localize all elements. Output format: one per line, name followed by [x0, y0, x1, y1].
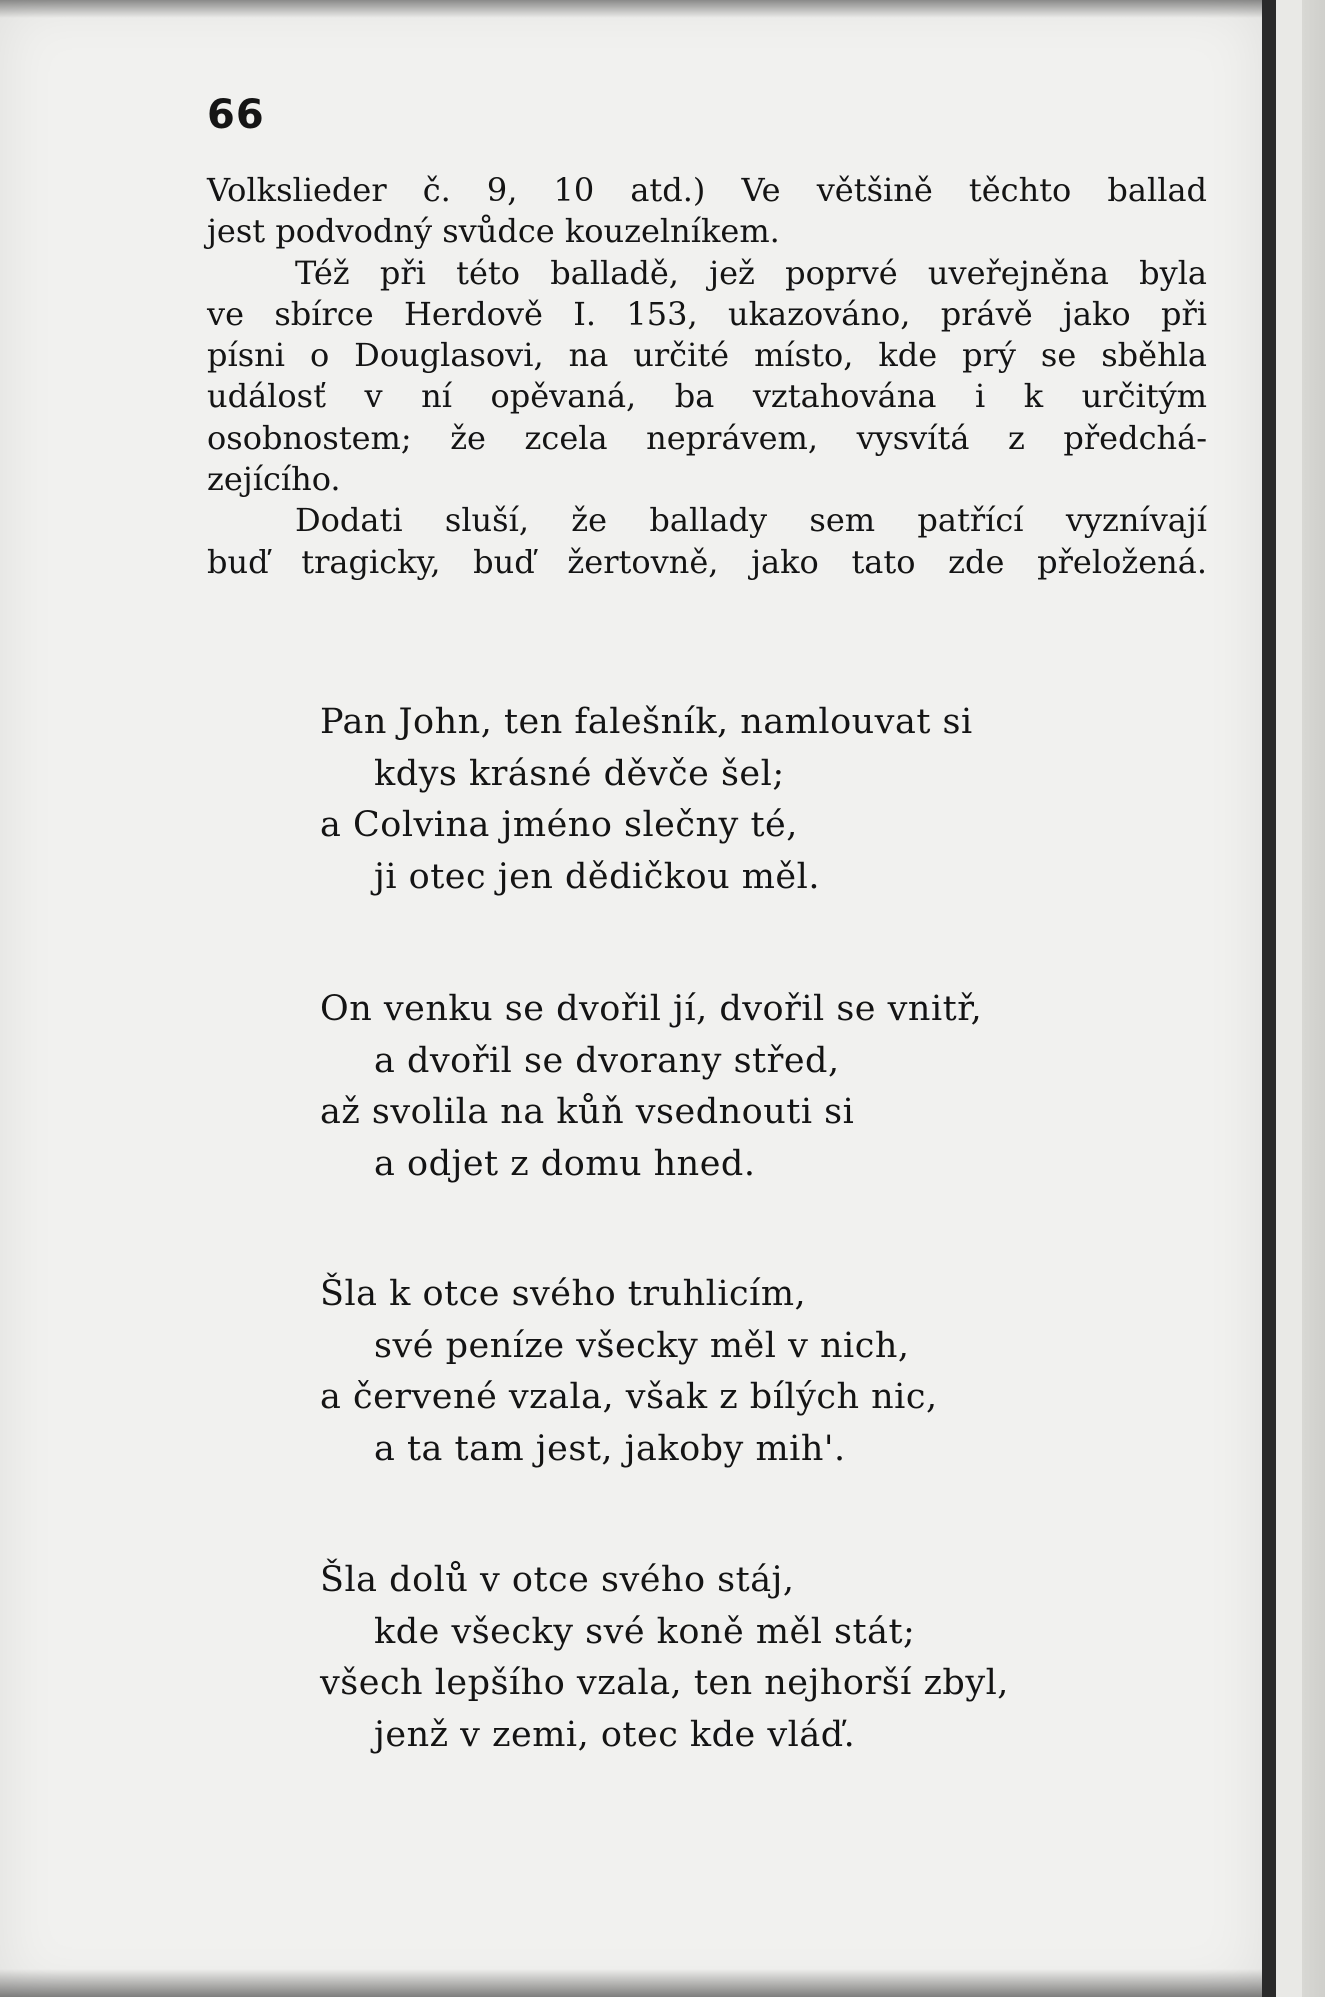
verse-line: až svolila na kůň vsednouti si	[320, 1092, 855, 1132]
poem-stanza-3	[320, 1269, 938, 1475]
prose-line: ve sbírce Herdově I. 153, ukazováno, právě jako při	[207, 294, 1207, 333]
prose-line: událosť v ní opěvaná, ba vztahována i k určitým	[207, 377, 1207, 416]
prose-line: buď tragicky, buď žertovně, jako tato zde přeložená.	[207, 542, 1207, 581]
verse-line: a dvořil se dvorany střed,	[374, 1040, 840, 1081]
prose-line: Volkslieder č. 9, 10 atd.) Ve většině těchto ballad	[207, 171, 1207, 209]
scan-bottom-shadow	[0, 1969, 1262, 1997]
poem-stanza-1	[320, 697, 973, 903]
verse-line: jenž v zemi, otec kde vláď.	[374, 1714, 856, 1755]
verse-line: kdys krásné děvče šel;	[374, 753, 785, 794]
verse-line: Šla dolů v otce svého stáj,	[320, 1560, 795, 1600]
page-edge	[1262, 0, 1325, 1997]
verse-line: a ta tam jest, jakoby mih'.	[374, 1428, 846, 1469]
prose-line: osobnostem; že zcela neprávem, vysvítá z předchá-	[207, 418, 1207, 457]
prose-line: jest podvodný svůdce kouzelníkem.	[207, 212, 780, 251]
verse-line: On venku se dvořil jí, dvořil se vnitř,	[320, 989, 983, 1029]
verse-line: a červené vzala, však z bílých nic,	[320, 1377, 938, 1417]
poem-stanza-2	[320, 984, 982, 1190]
prose-line: Dodati sluší, že ballady sem patřící vyznívají	[295, 501, 1207, 540]
scan-top-shadow	[0, 0, 1262, 18]
prose-line: zejícího.	[207, 460, 341, 499]
page-number: 66	[207, 92, 265, 138]
verse-line: a Colvina jméno slečny té,	[320, 805, 798, 845]
prose-line: Též při této balladě, jež poprvé uveřejněna byla	[295, 253, 1207, 292]
verse-line: a odjet z domu hned.	[374, 1143, 756, 1184]
verse-line: kde všecky své koně měl stát;	[374, 1611, 916, 1652]
verse-line: všech lepšího vzala, ten nejhorší zbyl,	[320, 1663, 1009, 1703]
verse-line: ji otec jen dědičkou měl.	[374, 856, 820, 897]
poem-stanza-4	[320, 1555, 1009, 1761]
prose-paragraphs	[207, 170, 1207, 583]
prose-line: písni o Douglasovi, na určité místo, kde prý se sběhla	[207, 336, 1207, 375]
verse-line: své peníze všecky měl v nich,	[374, 1325, 910, 1366]
verse-line: Šla k otce svého truhlicím,	[320, 1274, 807, 1314]
verse-line: Pan John, ten falešník, namlouvat si	[320, 702, 973, 742]
